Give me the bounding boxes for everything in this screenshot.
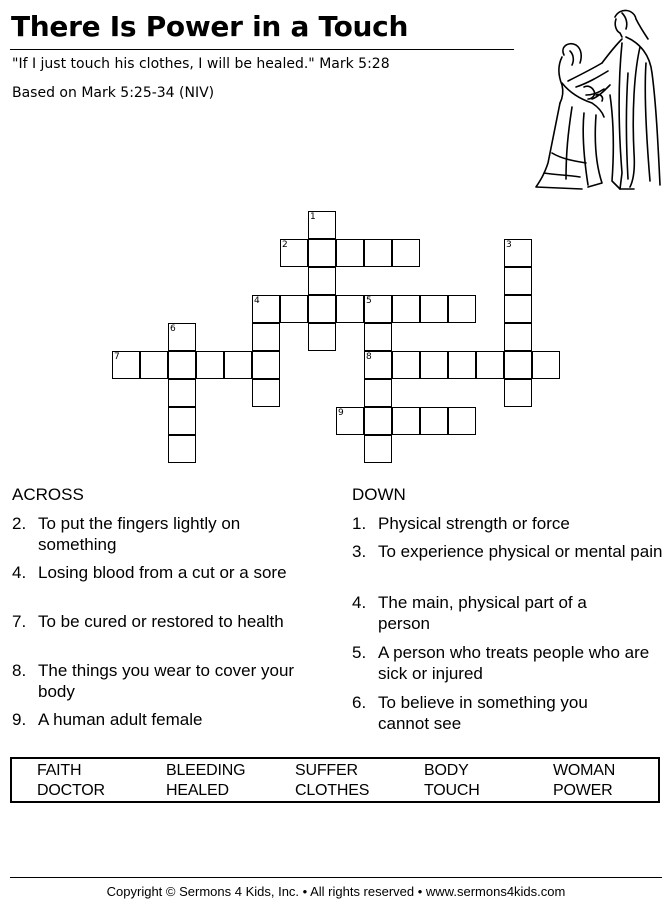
crossword-cell[interactable] [504, 323, 532, 351]
crossword-cell[interactable] [364, 295, 392, 323]
crossword-cell[interactable] [308, 295, 336, 323]
across-heading: ACROSS [12, 485, 84, 504]
cell-number: 2 [282, 240, 288, 250]
crossword-cell[interactable] [168, 379, 196, 407]
clue-down-6 [352, 692, 642, 734]
clue-text: Losing blood from a cut or a sore [38, 563, 287, 582]
crossword-cell[interactable] [168, 435, 196, 463]
key-verse: "If I just touch his clothes, I will be healed." Mark 5:28 [12, 56, 390, 72]
crossword-cell[interactable] [140, 351, 168, 379]
clue-down-3 [352, 541, 670, 562]
crossword-cell[interactable] [448, 407, 476, 435]
clue-text: The things you wear to cover your body [38, 661, 295, 701]
crossword-cell[interactable] [168, 407, 196, 435]
page-title: There Is Power in a Touch [11, 10, 409, 43]
clue-number: 4. [12, 563, 27, 582]
clue-number: 7. [12, 612, 27, 631]
down-heading: DOWN [352, 485, 406, 504]
crossword-cell[interactable] [448, 295, 476, 323]
crossword-cell[interactable] [532, 351, 560, 379]
crossword-cell[interactable] [504, 379, 532, 407]
clue-text: To put the fingers lightly on something [38, 514, 241, 554]
word-bank-item: FAITH [37, 762, 82, 779]
word-bank-item: BLEEDING [166, 762, 246, 779]
clue-text: Physical strength or force [378, 514, 570, 533]
crossword-cell[interactable] [308, 267, 336, 295]
crossword-cell[interactable] [308, 211, 336, 239]
clue-number: 8. [12, 661, 27, 680]
copyright-footer: Copyright © Sermons 4 Kids, Inc. • All rights reserved • www.sermons4kids.com [106, 884, 566, 899]
crossword-cell[interactable] [112, 351, 140, 379]
crossword-cell[interactable] [364, 323, 392, 351]
word-bank-item: TOUCH [424, 782, 480, 799]
crossword-cell[interactable] [224, 351, 252, 379]
crossword-cell[interactable] [252, 351, 280, 379]
cell-number: 4 [254, 296, 260, 306]
crossword-cell[interactable] [336, 295, 364, 323]
clue-across-7 [12, 611, 332, 632]
clue-down-5 [352, 642, 667, 684]
crossword-cell[interactable] [420, 351, 448, 379]
title-divider [10, 49, 514, 50]
cell-number: 7 [114, 352, 120, 362]
crossword-cell[interactable] [504, 351, 532, 379]
scripture-reference: Based on Mark 5:25-34 (NIV) [12, 85, 215, 101]
clue-across-8 [12, 660, 312, 702]
clue-text: A person who treats people who are sick or injured [378, 643, 650, 683]
crossword-cell[interactable] [364, 407, 392, 435]
clue-number: 2. [12, 514, 27, 533]
crossword-cell[interactable] [392, 295, 420, 323]
clue-down-4 [352, 592, 632, 634]
cell-number: 8 [366, 352, 372, 362]
crossword-cell[interactable] [308, 239, 336, 267]
word-bank [10, 757, 660, 803]
crossword-cell[interactable] [392, 407, 420, 435]
crossword-cell[interactable] [168, 323, 196, 351]
clue-across-2 [12, 513, 312, 555]
crossword-cell[interactable] [504, 239, 532, 267]
crossword-cell[interactable] [420, 295, 448, 323]
clue-text: A human adult female [38, 710, 203, 729]
clue-number: 1. [352, 514, 367, 533]
word-bank-item: BODY [424, 762, 469, 779]
word-bank-item: DOCTOR [37, 782, 105, 799]
clue-text: The main, physical part of a person [378, 593, 587, 633]
crossword-cell[interactable] [364, 239, 392, 267]
crossword-cell[interactable] [504, 295, 532, 323]
jesus-healing-woman-illustration [522, 3, 668, 195]
clue-number: 6. [352, 693, 367, 712]
crossword-cell[interactable] [476, 351, 504, 379]
crossword-cell[interactable] [420, 407, 448, 435]
crossword-cell[interactable] [308, 323, 336, 351]
crossword-cell[interactable] [448, 351, 476, 379]
clue-number: 5. [352, 643, 367, 662]
clue-down-1 [352, 513, 667, 534]
clue-across-9 [12, 709, 332, 730]
crossword-cell[interactable] [364, 379, 392, 407]
word-bank-item: WOMAN [553, 762, 616, 779]
word-bank-item: HEALED [166, 782, 229, 799]
word-bank-item: SUFFER [295, 762, 358, 779]
cell-number: 5 [366, 296, 372, 306]
crossword-cell[interactable] [364, 435, 392, 463]
cell-number: 1 [310, 212, 316, 222]
word-bank-item: CLOTHES [295, 782, 370, 799]
crossword-cell[interactable] [504, 267, 532, 295]
clue-text: To be cured or restored to health [38, 612, 284, 631]
crossword-cell[interactable] [336, 407, 364, 435]
cell-number: 3 [506, 240, 512, 250]
crossword-cell[interactable] [280, 295, 308, 323]
crossword-cell[interactable] [392, 351, 420, 379]
cell-number: 6 [170, 324, 176, 334]
crossword-cell[interactable] [252, 295, 280, 323]
footer-divider [10, 877, 662, 878]
crossword-cell[interactable] [392, 239, 420, 267]
clue-number: 9. [12, 710, 27, 729]
crossword-cell[interactable] [168, 351, 196, 379]
cell-number: 9 [338, 408, 344, 418]
clue-across-4 [12, 562, 332, 583]
crossword-cell[interactable] [336, 239, 364, 267]
crossword-cell[interactable] [252, 379, 280, 407]
clue-text: To experience physical or mental pain [378, 542, 663, 561]
clue-number: 3. [352, 542, 367, 561]
crossword-cell[interactable] [280, 239, 308, 267]
crossword-cell[interactable] [364, 351, 392, 379]
crossword-cell[interactable] [196, 351, 224, 379]
word-bank-item: POWER [553, 782, 613, 799]
clue-number: 4. [352, 593, 367, 612]
crossword-cell[interactable] [252, 323, 280, 351]
clue-text: To believe in something you cannot see [378, 693, 588, 733]
